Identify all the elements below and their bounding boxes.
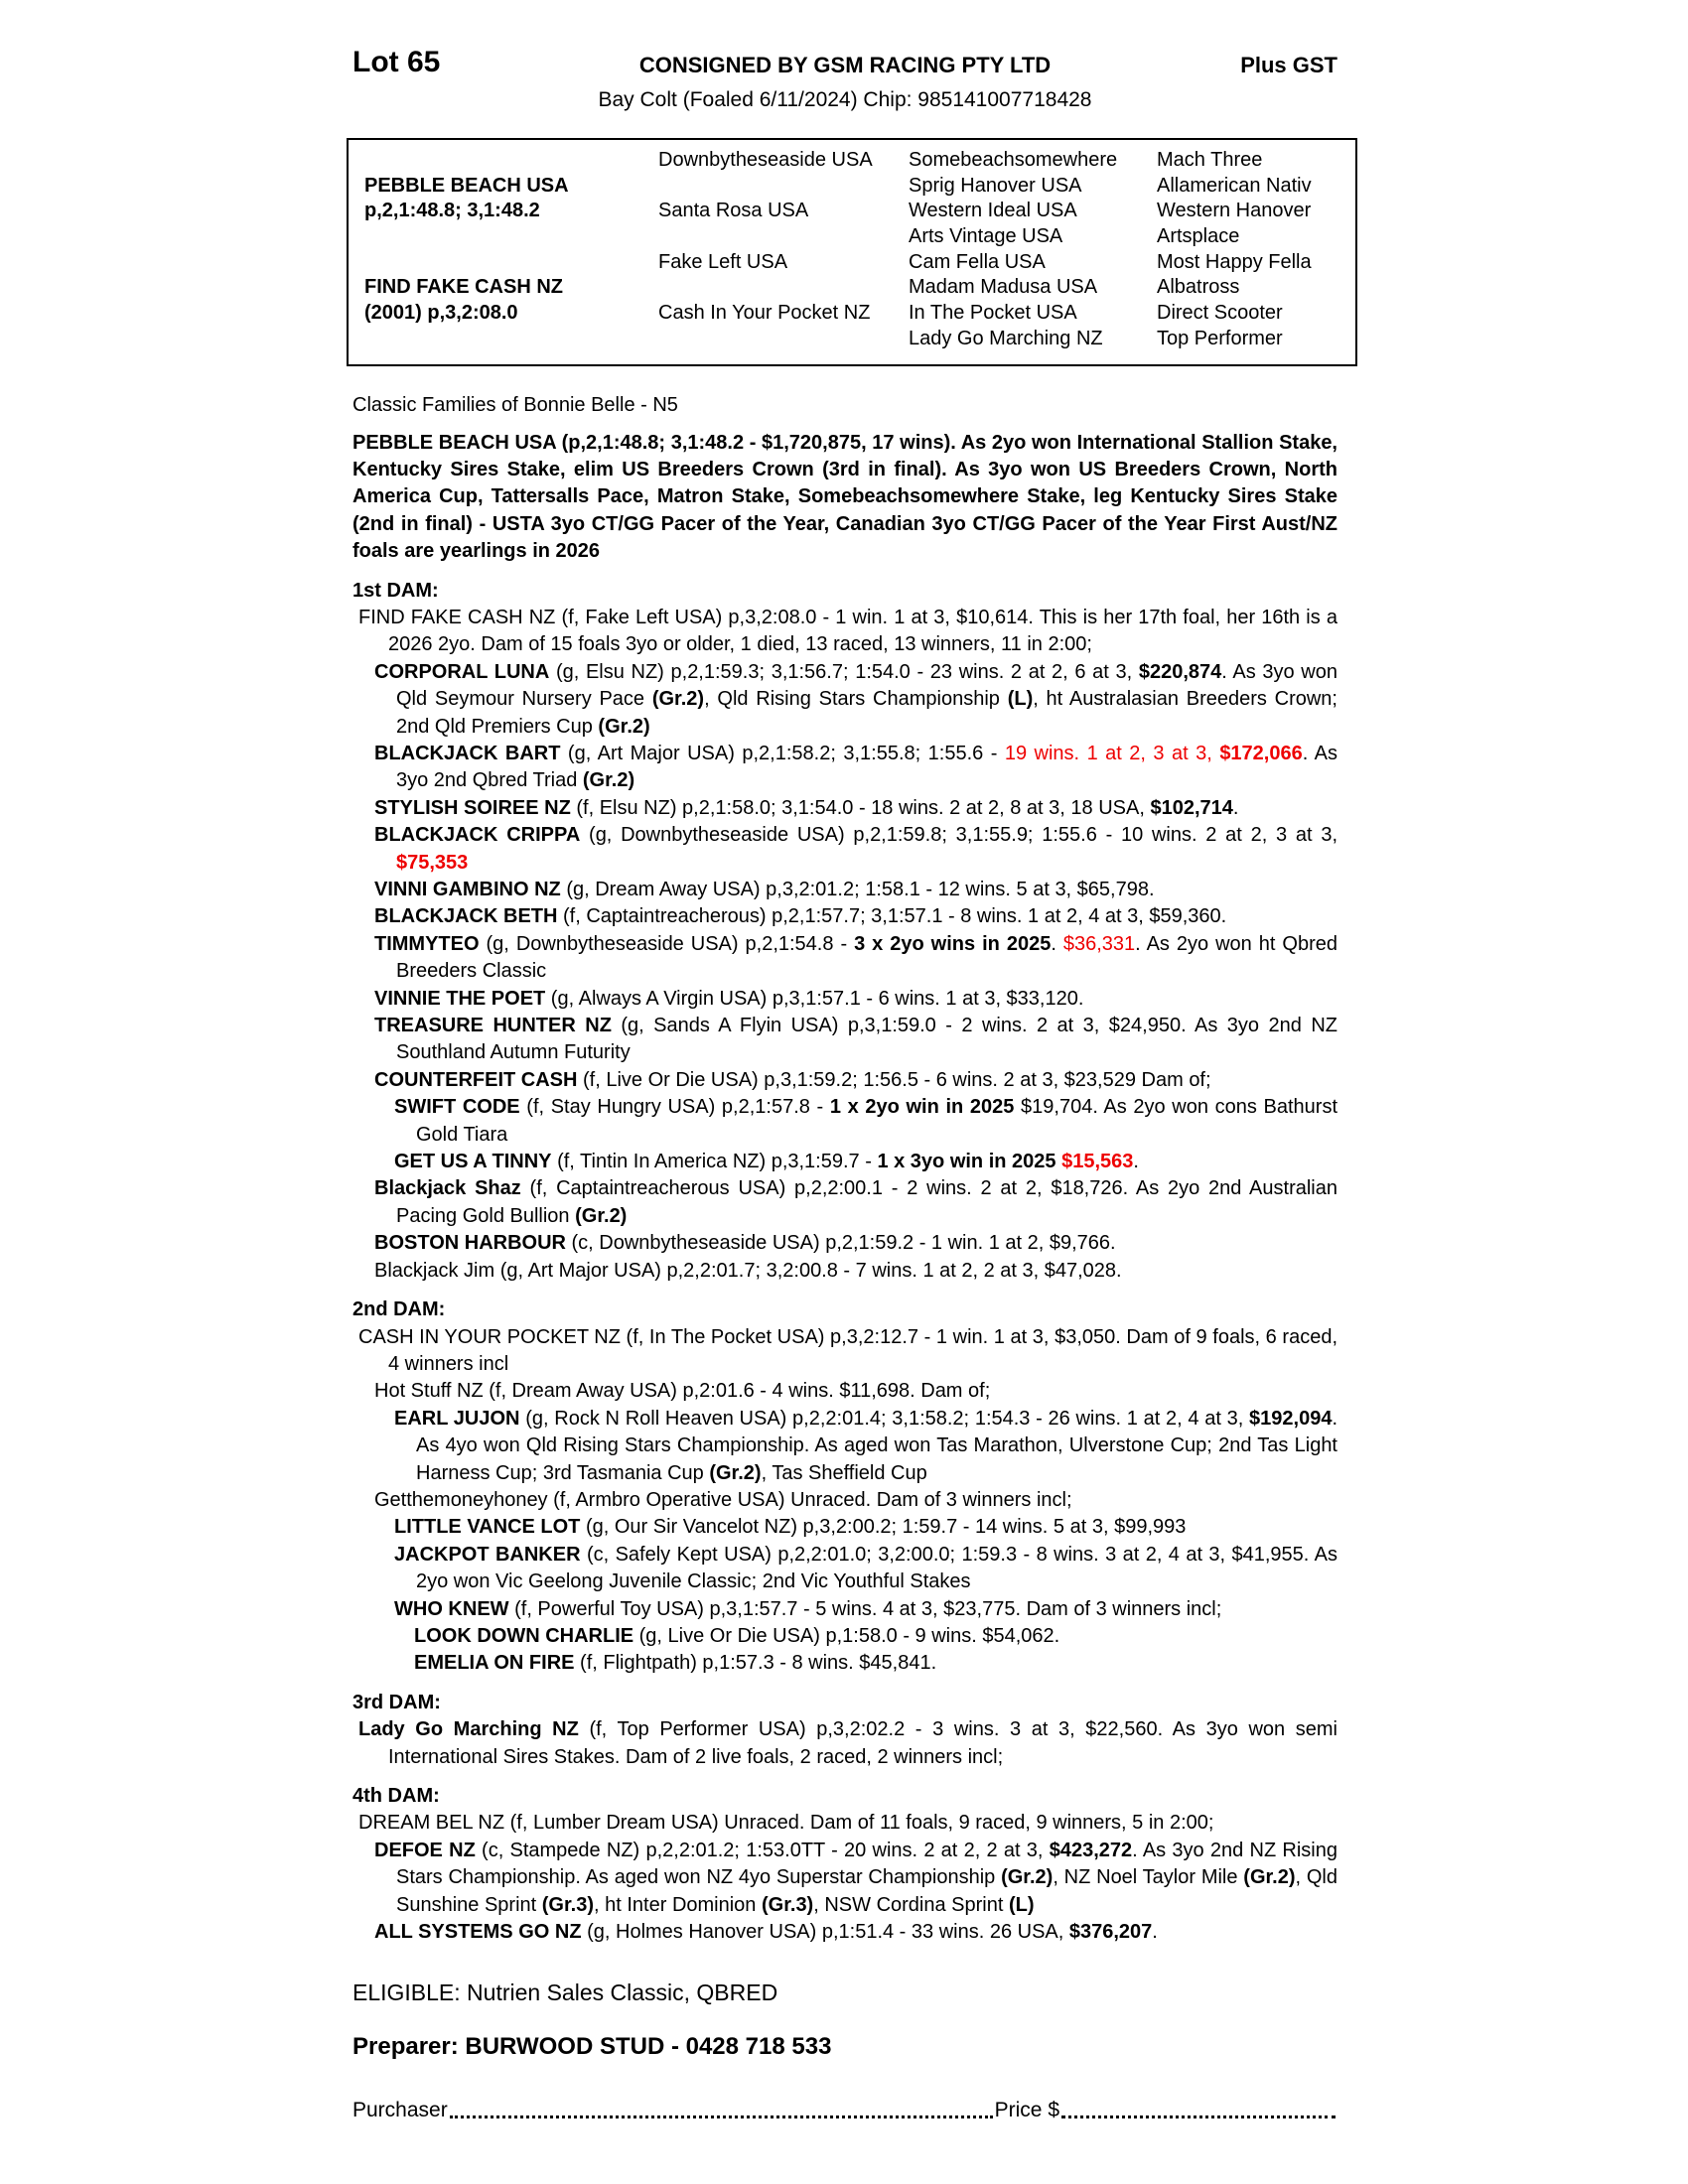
pedigree-entry [352, 795, 1337, 822]
text-run: (f, Flightpath) p,1:57.3 - 8 wins. $45,841. [574, 1652, 937, 1675]
text-run: Getthemoneyhoney (f, Armbro Operative USA) Unraced. Dam of 3 winners incl; [374, 1488, 1072, 1511]
pedigree-cell: (2001) p,3,2:08.0 [364, 302, 518, 325]
text-run: SWIFT CODE [394, 1096, 520, 1119]
text-run: Hot Stuff NZ (f, Dream Away USA) p,2:01.6 - 4 wins. $11,698. Dam of; [374, 1380, 991, 1403]
lot-number: Lot 65 [352, 46, 441, 78]
text-run: (Gr.2) [709, 1461, 762, 1484]
text-run: (L) [1007, 688, 1034, 711]
text-run: , Qld Sunshine Sprint [396, 1866, 1337, 1916]
pedigree-entry [352, 1716, 1337, 1771]
text-run: GET US A TINNY [394, 1151, 552, 1173]
text-run: $192,094 [1249, 1407, 1333, 1430]
text-run: . [1133, 1151, 1139, 1173]
text-run: (g, Live Or Die USA) p,1:58.0 - 9 wins. $54,062. [633, 1624, 1060, 1647]
text-run: (L) [1008, 1893, 1035, 1916]
text-run: (f, Captaintreacherous USA) p,2,2:00.1 - 2 wins. 2 at 2, $18,726. As 2yo 2nd Australian Pacing Gold Bullion [396, 1177, 1337, 1227]
pedigree-cell: Madam Madusa USA [909, 276, 1098, 299]
text-run: . As 3yo 2nd NZ Rising Stars Championship. As aged won NZ 4yo Superstar Championship [396, 1839, 1337, 1889]
text-run: (c, Safely Kept USA) p,2,2:01.0; 3,2:00.0; 1:59.3 - 8 wins. 3 at 2, 4 at 3, $41,955. As 2yo won Vic Geelong Juvenile Classic; 2nd Vic Youthful Stakes [416, 1543, 1338, 1593]
family-note: Classic Families of Bonnie Belle - N5 [352, 393, 678, 416]
text-run: (g, Elsu NZ) p,2,1:59.3; 3,1:56.7; 1:54.0 - 23 wins. 2 at 2, 6 at 3, [549, 660, 1139, 683]
pedigree-entry [352, 1838, 1337, 1919]
pedigree-entry [352, 1514, 1337, 1541]
text-run: , ht Australasian Breeders Crown; 2nd Qld Premiers Cup [396, 688, 1337, 738]
text-run: $36,331 [1062, 932, 1136, 955]
text-run: (Gr.2) [598, 715, 650, 738]
eligibility-line: ELIGIBLE: Nutrien Sales Classic, QBRED [352, 1979, 778, 2006]
pedigree-box [347, 138, 1357, 366]
text-run: , NSW Cordina Sprint [813, 1893, 1009, 1916]
text-run: (g, Downbytheseaside USA) p,2,1:54.8 - [479, 932, 855, 955]
pedigree-cell: Most Happy Fella [1157, 250, 1312, 273]
text-run: (g, Dream Away USA) p,3,2:01.2; 1:58.1 - 12 wins. 5 at 3, $65,798. [560, 879, 1155, 900]
pedigree-entry [352, 1623, 1337, 1650]
pedigree-cell: Mach Three [1157, 149, 1263, 171]
text-run: (g, Rock N Roll Heaven USA) p,2,2:01.4; 3,1:58.2; 1:54.3 - 26 wins. 1 at 2, 4 at 3, [519, 1407, 1250, 1430]
text-run: . As 2yo won ht Qbred Breeders Classic [396, 932, 1337, 983]
text-run: (f, Powerful Toy USA) p,3,1:57.7 - 5 wins. 4 at 3, $23,775. Dam of 3 winners incl; [508, 1597, 1222, 1620]
text-run: (f, Live Or Die USA) p,3,1:59.2; 1:56.5 - 6 wins. 2 at 3, $23,529 Dam of; [577, 1068, 1211, 1091]
text-run: BLACKJACK CRIPPA [374, 824, 581, 847]
pedigree-grid [349, 140, 1355, 364]
text-run: BLACKJACK BETH [374, 905, 558, 928]
pedigree-cell: Albatross [1157, 276, 1240, 299]
text-run: (c, Stampede NZ) p,2,2:01.2; 1:53.0TT - 20 wins. 2 at 2, 2 at 3, [475, 1839, 1050, 1861]
pedigree-entry [352, 903, 1337, 930]
pedigree-entry [352, 741, 1337, 795]
text-run: BLACKJACK BART [374, 742, 561, 764]
pedigree-cell: Santa Rosa USA [658, 200, 809, 222]
pedigree-cell: PEBBLE BEACH USA [364, 174, 569, 197]
text-run: . As 3yo won Qld Seymour Nursery Pace [396, 660, 1337, 711]
text-run: EMELIA ON FIRE [414, 1652, 575, 1675]
pedigree-cell: Somebeachsomewhere [909, 149, 1118, 171]
text-run: $19,704. As 2yo won cons Bathurst Gold Tiara [416, 1096, 1338, 1146]
text-run: $102,714 [1150, 796, 1233, 819]
text-run: (g, Always A Virgin USA) p,3,1:57.1 - 6 wins. 1 at 3, $33,120. [545, 987, 1084, 1010]
text-run: $423,272 [1049, 1839, 1133, 1861]
dam-heading: 3rd DAM: [352, 1691, 441, 1713]
text-run: FIND FAKE CASH NZ (f, Fake Left USA) p,3,2:08.0 - 1 win. 1 at 3, $10,614. This is her 17th foal, her 16th is a 2026 2yo. Dam of 15 foals 3yo or older, 1 died, 13 raced, 13 winners, 11 in 2:00; [358, 606, 1337, 656]
pedigree-entry [352, 605, 1337, 659]
page-content [352, 46, 1337, 2122]
text-run: (Gr.3) [541, 1893, 595, 1916]
pedigree-cell: Lady Go Marching NZ [909, 327, 1103, 349]
text-run: (g, Downbytheseaside USA) p,2,1:59.8; 3,1:55.9; 1:55.6 - 10 wins. 2 at 2, 3 at 3, [580, 824, 1337, 847]
text-run: (g, Art Major USA) p,2,1:58.2; 3,1:55.8; 1:55.6 - [560, 742, 1005, 764]
pedigree-entry [352, 1175, 1337, 1230]
text-run: Blackjack Shaz [374, 1177, 521, 1200]
text-run: $75,353 [396, 851, 469, 874]
text-run: BOSTON HARBOUR [374, 1232, 566, 1255]
pedigree-entry [352, 1542, 1337, 1596]
text-run: JACKPOT BANKER [394, 1543, 581, 1566]
pedigree-cell: Allamerican Nativ [1157, 174, 1312, 197]
pedigree-body [352, 578, 1337, 1947]
pedigree-cell: Western Hanover [1157, 200, 1312, 222]
text-run: (g, Sands A Flyin USA) p,3,1:59.0 - 2 wins. 2 at 3, $24,950. As 3yo 2nd NZ Southland Autumn Futurity [396, 1015, 1337, 1064]
text-run: $376,207 [1068, 1921, 1153, 1944]
pedigree-entry [352, 1013, 1337, 1067]
text-run: CORPORAL LUNA [374, 660, 550, 683]
text-run: (f, Elsu NZ) p,2,1:58.0; 3,1:54.0 - 18 wins. 2 at 2, 8 at 3, 18 USA, [570, 796, 1151, 819]
pedigree-cell: Top Performer [1157, 327, 1283, 349]
price-fill-line [1061, 2116, 1336, 2118]
text-run: . As 4yo won Qld Rising Stars Championship. As aged won Tas Marathon, Ulverstone Cup; 2nd Tas Light Harness Cup; 3rd Tasmania Cup [416, 1407, 1338, 1484]
consignor-title: CONSIGNED BY GSM RACING PTY LTD [638, 53, 1052, 77]
page-header [352, 46, 1337, 85]
pedigree-cell: Sprig Hanover USA [909, 174, 1082, 197]
text-run: 1 x 3yo win in 2025 [877, 1151, 1056, 1173]
dam-heading: 4th DAM: [352, 1785, 440, 1807]
pedigree-entry [352, 822, 1337, 877]
text-run: (Gr.2) [1001, 1866, 1054, 1889]
text-run: . [1152, 1921, 1158, 1944]
text-run: (Gr.2) [575, 1204, 628, 1227]
text-run: (g, Holmes Hanover USA) p,1:51.4 - 33 wins. 26 USA, [581, 1921, 1069, 1944]
text-run: DEFOE NZ [374, 1839, 476, 1861]
text-run: (f, Stay Hungry USA) p,2,1:57.8 - [519, 1096, 830, 1119]
text-run: 1 x 2yo win in 2025 [829, 1096, 1015, 1119]
text-run: , NZ Noel Taylor Mile [1053, 1866, 1244, 1889]
pedigree-cell: Direct Scooter [1157, 302, 1283, 325]
purchaser-label: Purchaser [352, 2099, 448, 2122]
text-run: $15,563 [1061, 1151, 1134, 1173]
text-run: . [1051, 932, 1063, 955]
pedigree-cell: Artsplace [1157, 225, 1240, 248]
sire-paragraph [352, 430, 1337, 566]
text-run: 3 x 2yo wins in 2025 [854, 932, 1052, 955]
pedigree-entry [352, 1378, 1337, 1405]
text-run: Lady Go Marching NZ [358, 1718, 579, 1741]
text-run: EARL JUJON [394, 1407, 520, 1430]
text-run: (f, Top Performer USA) p,3,2:02.2 - 3 wins. 3 at 3, $22,560. As 3yo won semi International Sires Stakes. Dam of 2 live foals, 2 raced, 2 winners incl; [388, 1718, 1337, 1768]
text-run: STYLISH SOIREE NZ [374, 796, 571, 819]
text-run: VINNIE THE POET [374, 987, 546, 1010]
text-run: (f, Captaintreacherous) p,2,1:57.7; 3,1:57.1 - 8 wins. 1 at 2, 4 at 3, $59,360. [557, 905, 1227, 928]
text-run: ALL SYSTEMS GO NZ [374, 1921, 582, 1944]
text-run: COUNTERFEIT CASH [374, 1068, 578, 1091]
pedigree-cell: Fake Left USA [658, 250, 788, 273]
pedigree-cell: FIND FAKE CASH NZ [364, 276, 563, 299]
text-run: TREASURE HUNTER NZ [374, 1015, 612, 1037]
pedigree-cell: Western Ideal USA [909, 200, 1077, 222]
pedigree-cell: Arts Vintage USA [909, 225, 1063, 248]
pedigree-entry [352, 986, 1337, 1013]
dam-heading: 2nd DAM: [352, 1298, 446, 1321]
gst-note: Plus GST [1240, 53, 1337, 77]
pedigree-entry [352, 1149, 1337, 1175]
text-run: , ht Inter Dominion [594, 1893, 762, 1916]
horse-description: Bay Colt (Foaled 6/11/2024) Chip: 985141007718428 [598, 88, 1092, 111]
text-run: LITTLE VANCE LOT [394, 1516, 581, 1539]
text-run: TIMMYTEO [374, 932, 480, 955]
pedigree-entry [352, 1094, 1337, 1149]
pedigree-entry [352, 877, 1337, 903]
text-run: (Gr.2) [1243, 1866, 1296, 1889]
text-run: (f, Tintin In America NZ) p,3,1:59.7 - [551, 1151, 878, 1173]
pedigree-cell: p,2,1:48.8; 3,1:48.2 [364, 200, 540, 222]
pedigree-entry [352, 931, 1337, 986]
text-run: (Gr.2) [651, 688, 705, 711]
text-run: (Gr.2) [582, 769, 635, 792]
pedigree-cell: In The Pocket USA [909, 302, 1077, 325]
text-run: WHO KNEW [394, 1597, 509, 1620]
preparer-line: Preparer: BURWOOD STUD - 0428 718 533 [352, 2033, 832, 2061]
pedigree-entry [352, 1487, 1337, 1514]
dam-heading: 1st DAM: [352, 579, 439, 602]
pedigree-cell: Downbytheseaside USA [658, 149, 873, 171]
text-run: LOOK DOWN CHARLIE [414, 1624, 634, 1647]
text-run: . [1232, 796, 1239, 819]
text-run: $220,874 [1138, 660, 1222, 683]
text-run: , Tas Sheffield Cup [761, 1461, 927, 1484]
text-run: CASH IN YOUR POCKET NZ (f, In The Pocket USA) p,3,2:12.7 - 1 win. 1 at 3, $3,050. Dam of 9 foals, 6 raced, 4 winners incl [358, 1325, 1337, 1375]
pedigree-entry [352, 1406, 1337, 1487]
text-run: $172,066 [1219, 742, 1303, 764]
text-run: (c, Downbytheseaside USA) p,2,1:59.2 - 1 win. 1 at 2, $9,766. [565, 1232, 1116, 1255]
text-run: 19 wins. 1 at 2, 3 at 3, [1004, 742, 1220, 764]
pedigree-entry [352, 1650, 1337, 1677]
text-run: . As 3yo 2nd Qbred Triad [396, 742, 1337, 792]
text-run: , Qld Rising Stars Championship [704, 688, 1008, 711]
text-run: DREAM BEL NZ (f, Lumber Dream USA) Unraced. Dam of 11 foals, 9 raced, 9 winners, 5 in 2:00; [358, 1812, 1214, 1835]
text-run: (g, Our Sir Vancelot NZ) p,3,2:00.2; 1:59.7 - 14 wins. 5 at 3, $99,993 [580, 1516, 1187, 1539]
text-run: Blackjack Jim (g, Art Major USA) p,2,2:01.7; 3,2:00.8 - 7 wins. 1 at 2, 2 at 3, $47,028. [374, 1259, 1122, 1282]
purchaser-row [352, 2099, 1337, 2122]
text-run: (Gr.3) [761, 1893, 814, 1916]
pedigree-cell: Cam Fella USA [909, 250, 1046, 273]
pedigree-entry [352, 1596, 1337, 1623]
pedigree-cell: Cash In Your Pocket NZ [658, 302, 871, 325]
text-run: PEBBLE BEACH USA (p,2,1:48.8; 3,1:48.2 - $1,720,875, 17 wins). As 2yo won International Stallion Stake, Kentucky Sires Stake, elim US Breeders Crown (3rd in final). As 3yo won US Breeders Crown, North America Cup, Tattersalls Pace, Matron Stake, Somebeachsomewhere Stake, leg Kentucky Sires Stake (2nd in final) - USTA 3yo CT/GG Pacer of the Year, Canadian 3yo CT/GG Pacer of the Year First Aust/NZ foals are yearlings in 2026 [352, 431, 1337, 563]
text-run: VINNI GAMBINO NZ [374, 879, 561, 900]
pedigree-entry [352, 1067, 1337, 1094]
pedigree-entry [352, 1230, 1337, 1257]
pedigree-entry [352, 1258, 1337, 1285]
pedigree-entry [352, 1324, 1337, 1379]
pedigree-entry [352, 659, 1337, 741]
pedigree-entry [352, 1810, 1337, 1837]
price-label: Price $ [994, 2099, 1059, 2122]
pedigree-entry [352, 1919, 1337, 1946]
purchaser-fill-line [450, 2116, 993, 2118]
